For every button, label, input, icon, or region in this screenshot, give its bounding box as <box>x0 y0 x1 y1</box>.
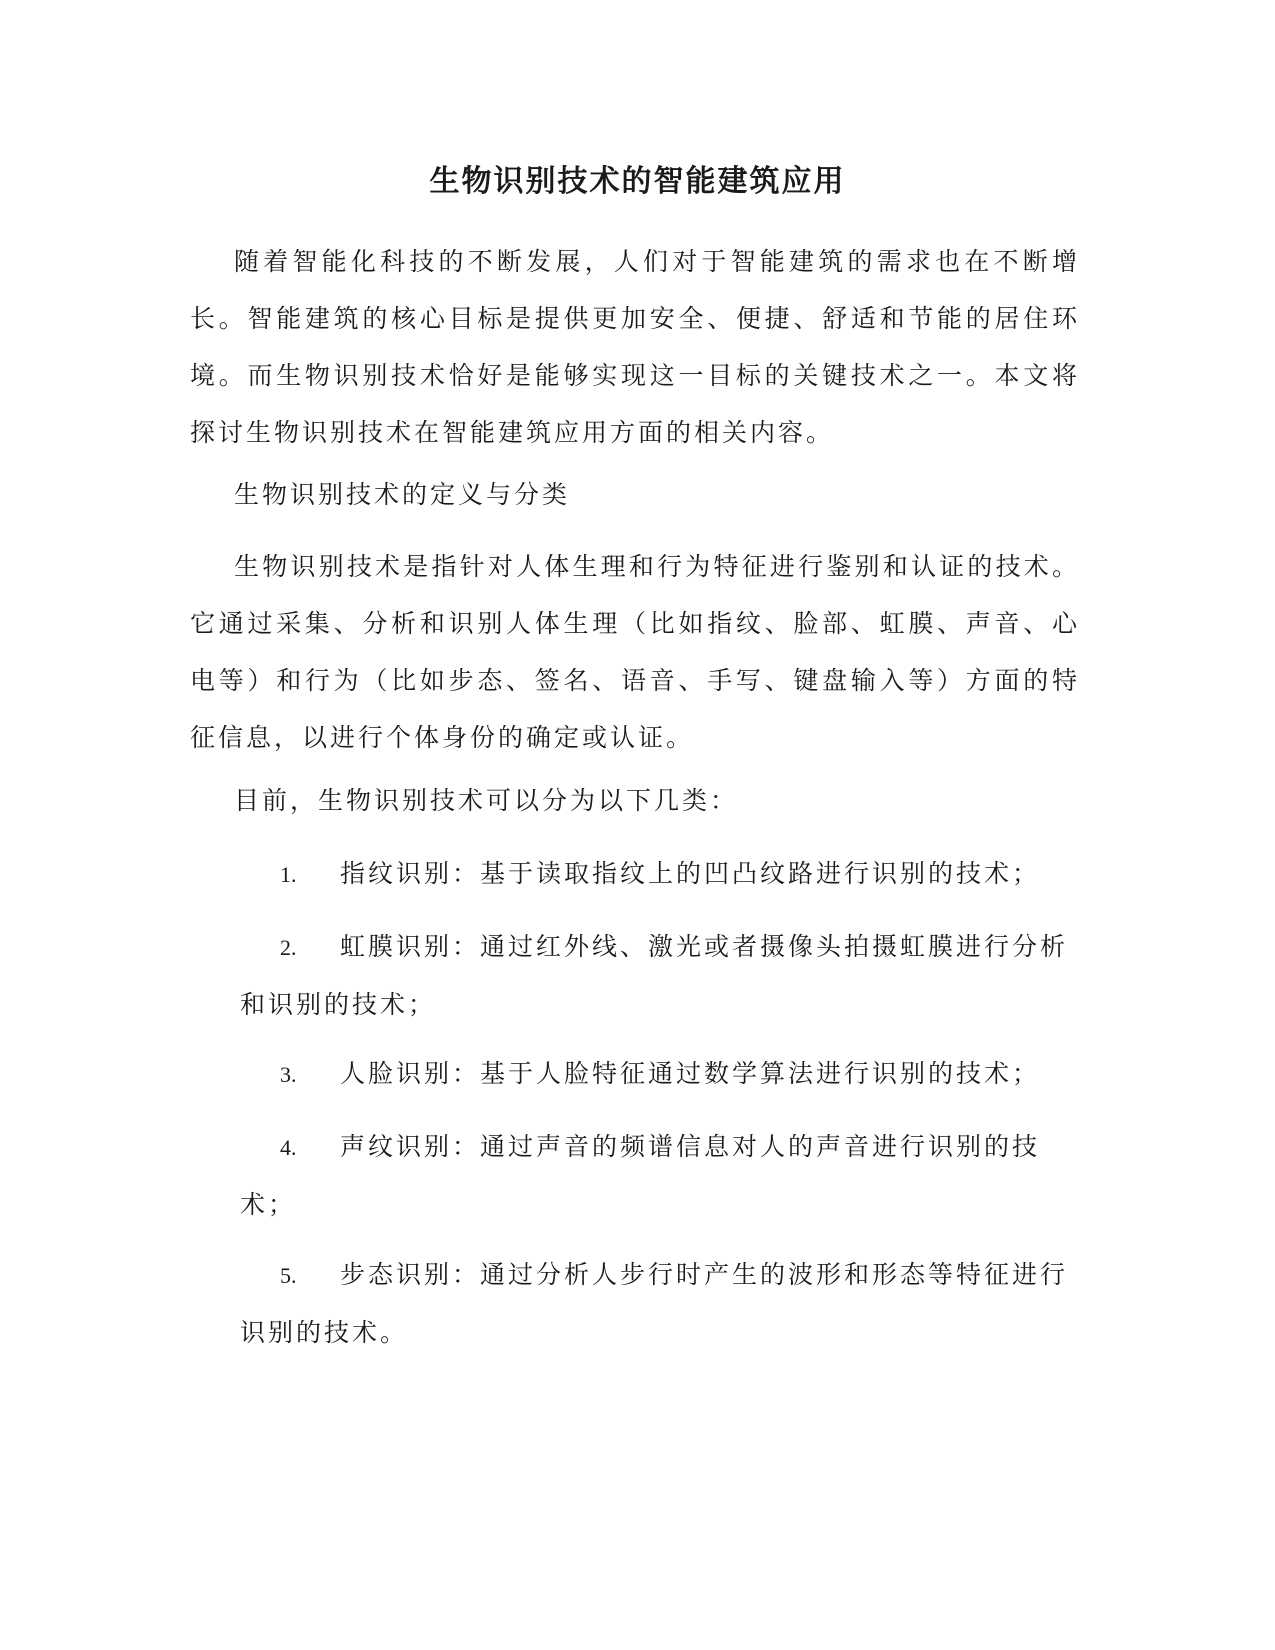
list-item <box>240 1118 1070 1233</box>
list-item <box>240 845 1070 903</box>
list-item-number: 2. <box>280 935 297 960</box>
list-item-number: 5. <box>280 1263 297 1288</box>
definition-paragraph: 生物识别技术是指针对人体生理和行为特征进行鉴别和认证的技术。它通过采集、分析和识别人体生理（比如指纹、脸部、虹膜、声音、心电等）和行为（比如步态、签名、语音、手写、键盘输入等）方面的特征信息，以进行个体身份的确定或认证。 <box>190 552 1080 752</box>
intro-paragraph: 随着智能化科技的不断发展，人们对于智能建筑的需求也在不断增长。智能建筑的核心目标是提供更加安全、便捷、舒适和节能的居住环境。而生物识别技术恰好是能够实现这一目标的关键技术之一。本文将探讨生物识别技术在智能建筑应用方面的相关内容。 <box>190 247 1080 447</box>
section-heading: 生物识别技术的定义与分类 <box>234 480 571 509</box>
list-item-number: 4. <box>280 1135 297 1160</box>
list-item <box>240 1246 1070 1361</box>
list-item-text: 声纹识别：通过声音的频谱信息对人的声音进行识别的技术； <box>240 1132 1041 1219</box>
list-item-number: 1. <box>280 862 297 887</box>
list-item <box>240 918 1070 1033</box>
list-item-text: 步态识别：通过分析人步行时产生的波形和形态等特征进行识别的技术。 <box>240 1260 1069 1347</box>
list-item <box>240 1045 1070 1103</box>
list-item-text: 指纹识别：基于读取指纹上的凹凸纹路进行识别的技术； <box>340 859 1041 888</box>
list-item-number: 3. <box>280 1062 297 1087</box>
document-title: 生物识别技术的智能建筑应用 <box>429 164 846 199</box>
list-item-text: 虹膜识别：通过红外线、激光或者摄像头拍摄虹膜进行分析和识别的技术； <box>240 932 1069 1019</box>
list-intro: 目前，生物识别技术可以分为以下几类： <box>234 786 739 815</box>
list-item-text: 人脸识别：基于人脸特征通过数学算法进行识别的技术； <box>340 1059 1041 1088</box>
